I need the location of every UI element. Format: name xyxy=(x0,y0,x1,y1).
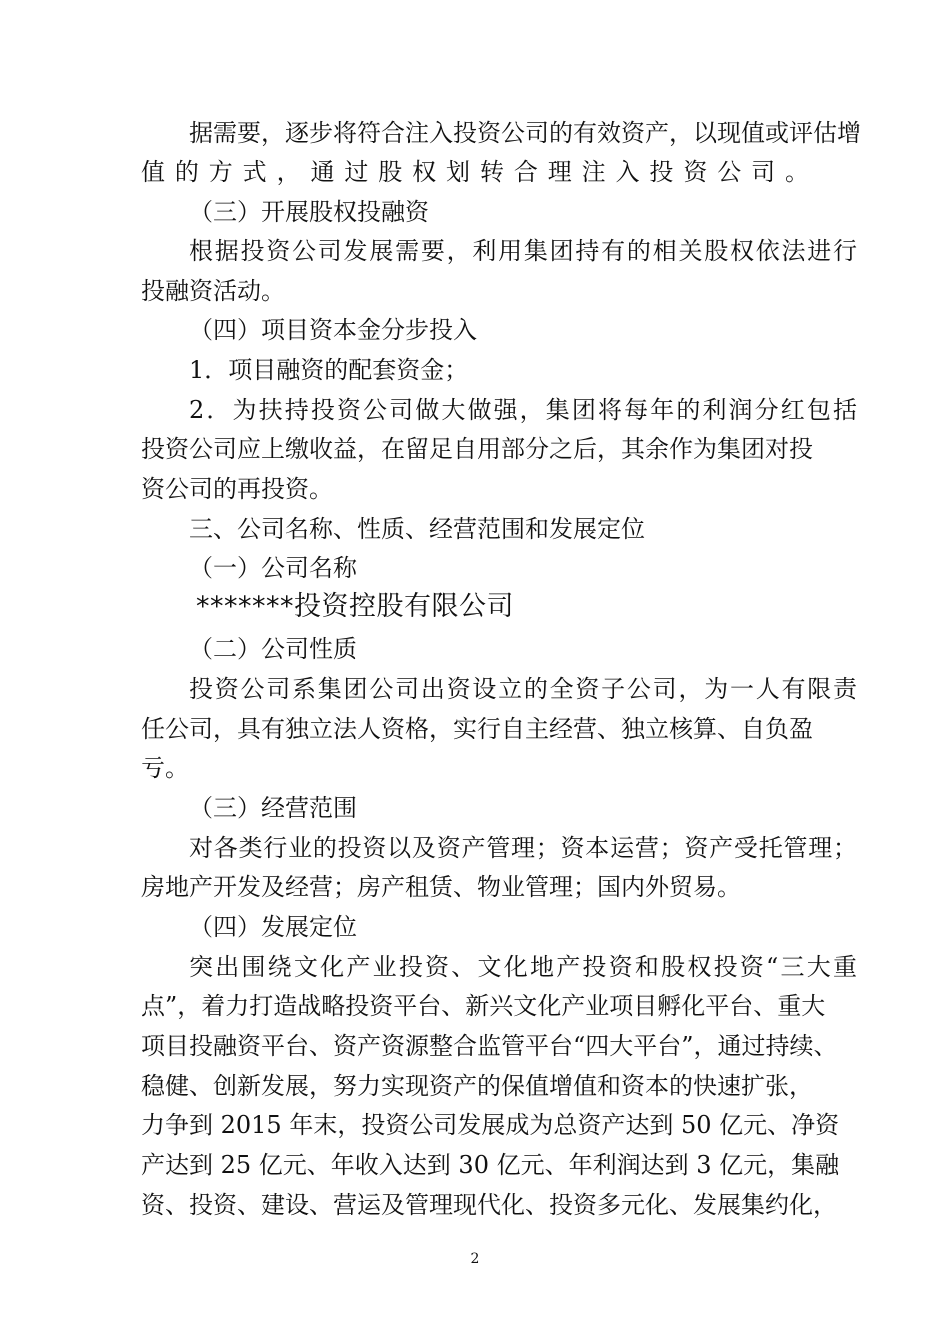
body-text-line: 资公司的再投资。 xyxy=(141,475,333,503)
body-text-line: 力争到 2015 年末，投资公司发展成为总资产达到 50 亿元、净资 xyxy=(141,1111,840,1139)
body-text-line: 项目投融资平台、资产资源整合监管平台“四大平台”，通过持续、 xyxy=(141,1032,838,1060)
list-item: 2．为扶持投资公司做大做强，集团将每年的利润分红包括 xyxy=(189,396,857,424)
section-heading: （四）项目资本金分步投入 xyxy=(189,316,477,344)
body-text-line: 突出围绕文化产业投资、文化地产投资和股权投资“三大重 xyxy=(189,953,857,981)
body-text-line: 亏。 xyxy=(141,754,189,782)
body-text-line: 点”，着力打造战略投资平台、新兴文化产业项目孵化平台、重大 xyxy=(141,992,826,1020)
body-text-line: 投资公司应上缴收益，在留足自用部分之后，其余作为集团对投 xyxy=(141,435,813,463)
body-text-line: 房地产开发及经营；房产租赁、物业管理；国内外贸易。 xyxy=(141,873,741,901)
chapter-heading: 三、公司名称、性质、经营范围和发展定位 xyxy=(189,515,645,543)
body-text-line: 投融资活动。 xyxy=(141,277,285,305)
section-heading: （三）开展股权投融资 xyxy=(189,198,429,226)
body-text-line: 稳健、创新发展，努力实现资产的保值增值和资本的快速扩张， xyxy=(141,1072,813,1100)
body-text-line: 投资公司系集团公司出资设立的全资子公司，为一人有限责 xyxy=(189,675,857,703)
body-text-line: 对各类行业的投资以及资产管理；资本运营；资产受托管理； xyxy=(189,834,857,862)
page-number: 2 xyxy=(470,1251,480,1267)
company-name: *******投资控股有限公司 xyxy=(196,591,514,622)
section-heading: （四）发展定位 xyxy=(189,913,357,941)
list-item: 1．项目融资的配套资金； xyxy=(189,356,469,384)
body-text-line: 根据投资公司发展需要，利用集团持有的相关股权依法进行 xyxy=(189,237,857,265)
body-text-line: 任公司，具有独立法人资格，实行自主经营、独立核算、自负盈 xyxy=(141,715,813,743)
body-text-line: 值的方式，通过股权划转合理注入投资公司。 xyxy=(141,158,809,186)
section-heading: （二）公司性质 xyxy=(189,635,357,663)
body-text-line: 资、投资、建设、营运及管理现代化、投资多元化、发展集约化， xyxy=(141,1191,837,1219)
body-text-line: 据需要，逐步将符合注入投资公司的有效资产，以现值或评估增 xyxy=(189,119,861,147)
section-heading: （三）经营范围 xyxy=(189,794,357,822)
body-text-line: 产达到 25 亿元、年收入达到 30 亿元、年利润达到 3 亿元，集融 xyxy=(141,1151,840,1179)
section-heading: （一）公司名称 xyxy=(189,554,357,582)
